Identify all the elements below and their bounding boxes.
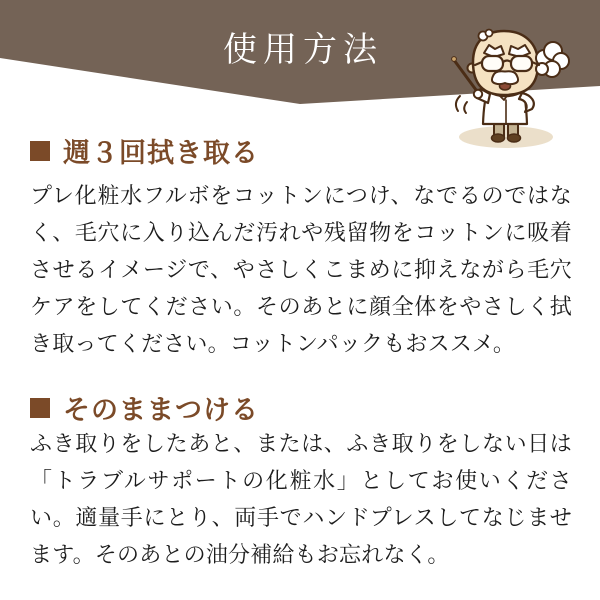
professor-mascot-icon xyxy=(438,12,590,154)
section-1-body: プレ化粧水フルボをコットンにつけ、なでるのではなく、毛穴に入り込んだ汚れや残留物をコットンに吸着させるイメージで、やさしくこまめに抑えながら毛穴ケアをしてください。そのあとに顔全体をやさしく拭き取ってください。コットンパックもおススメ。 xyxy=(30,183,572,356)
heading-bullet-square xyxy=(30,141,50,161)
motion-line xyxy=(456,96,460,111)
section-1-heading xyxy=(30,131,259,170)
mascot-hand xyxy=(474,90,482,98)
page-title: 使用方法 xyxy=(223,32,383,69)
section-2-heading xyxy=(30,388,259,427)
section-2-body: ふき取りをしたあと、または、ふき取りをしない日は「トラブルサポートの化粧水」としてお使いください。適量手にとり、両手でハンドプレスしてなじませます。そのあとの油分補給もお忘れなく。 xyxy=(30,431,572,567)
section-2-heading-label: そのままつける xyxy=(63,395,259,425)
mascot-shadow xyxy=(459,126,553,148)
mascot-shoe xyxy=(492,134,505,142)
motion-line xyxy=(464,102,467,113)
pointer-tip xyxy=(452,57,457,62)
mascot-mustache xyxy=(492,71,518,84)
mascot-hair-cloud xyxy=(536,42,569,77)
section-1-heading-label: 週３回拭き取る xyxy=(63,138,259,168)
mascot-shoe xyxy=(508,134,521,142)
heading-bullet-square xyxy=(30,398,50,418)
